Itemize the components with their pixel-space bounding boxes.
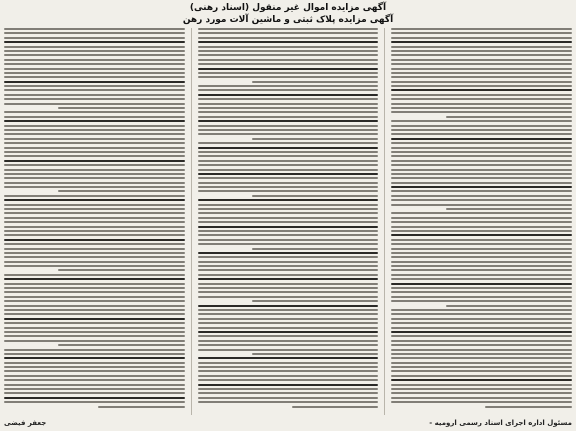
body-text-line — [391, 344, 572, 346]
body-text-line — [391, 379, 572, 381]
body-text-line — [198, 107, 379, 109]
body-text-line — [4, 28, 185, 30]
body-text-line — [198, 335, 379, 337]
body-text-line — [4, 362, 185, 364]
body-text-line — [198, 318, 379, 320]
body-text-line — [391, 217, 572, 219]
body-text-line — [391, 111, 572, 113]
body-text-line — [391, 357, 572, 359]
body-text-line — [98, 406, 185, 408]
body-text-line — [4, 173, 185, 175]
body-text-line — [198, 397, 379, 399]
body-text-line — [4, 375, 185, 377]
body-text-line — [198, 370, 379, 372]
body-text-line — [4, 305, 185, 307]
body-text-line — [198, 283, 379, 285]
body-text-line — [198, 111, 379, 113]
body-text-line — [391, 37, 572, 39]
body-text-line — [198, 129, 379, 131]
notice-title-line-1: آگهی مزایده اموال غیر منقول (اسناد رهنی) — [189, 3, 387, 13]
body-text-line — [198, 63, 379, 65]
body-text-line — [198, 182, 379, 184]
body-text-line — [4, 125, 185, 127]
body-text-line — [4, 309, 185, 311]
body-text-line — [391, 384, 572, 386]
body-text-line — [4, 120, 185, 122]
body-text-line — [391, 160, 572, 162]
body-text-line — [391, 269, 572, 271]
body-text-line — [198, 357, 379, 359]
body-text-line — [198, 291, 379, 293]
body-text-line — [391, 81, 572, 83]
body-text-line — [198, 243, 379, 245]
body-text-line — [198, 98, 379, 100]
body-text-line — [58, 344, 184, 346]
body-text-line — [198, 142, 379, 144]
body-text-line — [391, 397, 572, 399]
body-text-line — [4, 177, 185, 179]
body-text-line — [198, 151, 379, 153]
body-text-line — [391, 362, 572, 364]
body-text-line — [198, 28, 379, 30]
body-text-line — [391, 94, 572, 96]
body-text-line — [4, 291, 185, 293]
body-text-line — [391, 59, 572, 61]
body-text-line — [58, 190, 184, 192]
notice-body-columns — [4, 28, 572, 415]
body-text-line — [391, 349, 572, 351]
body-text-line — [391, 388, 572, 390]
body-text-line — [198, 164, 379, 166]
notice-title-line-2: آگهی مزایده پلاک ثبتی و ماشین آلات مورد رهن — [182, 15, 394, 25]
body-text-line — [391, 32, 572, 34]
body-text-line — [391, 278, 572, 280]
body-text-line — [391, 155, 572, 157]
body-text-line — [391, 256, 572, 258]
body-text-line — [485, 406, 572, 408]
body-text-line — [4, 85, 185, 87]
body-text-line — [198, 85, 379, 87]
column-divider — [191, 28, 192, 415]
body-text-line — [198, 340, 379, 342]
body-text-line — [391, 243, 572, 245]
body-text-line — [391, 401, 572, 403]
body-text-line — [4, 256, 185, 258]
body-text-line — [4, 142, 185, 144]
body-text-line — [391, 120, 572, 122]
body-text-line — [391, 182, 572, 184]
body-text-line — [198, 54, 379, 56]
body-text-line — [391, 322, 572, 324]
body-text-line — [198, 322, 379, 324]
body-text-line — [391, 331, 572, 333]
body-text-line — [4, 349, 185, 351]
body-text-line — [4, 151, 185, 153]
body-text-line — [198, 89, 379, 91]
body-text-line — [4, 186, 185, 188]
body-text-line — [4, 248, 185, 250]
body-text-line — [391, 287, 572, 289]
body-text-line — [292, 406, 379, 408]
body-text-line — [198, 392, 379, 394]
body-text-line — [4, 199, 185, 201]
body-text-line — [4, 366, 185, 368]
text-column-1 — [391, 28, 572, 415]
body-text-line — [391, 274, 572, 276]
body-text-line — [198, 384, 379, 386]
footer-office-text: مسئول اداره اجرای اسناد رسمی ارومیه - — [429, 419, 572, 427]
body-text-line — [4, 265, 185, 267]
body-text-line — [4, 208, 185, 210]
column-divider — [384, 28, 385, 415]
body-text-line — [391, 300, 572, 302]
text-column-3 — [4, 28, 185, 415]
body-text-line — [4, 133, 185, 135]
body-text-line — [391, 186, 572, 188]
body-text-line — [391, 340, 572, 342]
body-text-line — [446, 208, 572, 210]
body-text-line — [4, 397, 185, 399]
body-text-line — [198, 186, 379, 188]
body-text-line — [4, 230, 185, 232]
body-text-line — [391, 107, 572, 109]
body-text-line — [198, 68, 379, 70]
body-text-line — [4, 239, 185, 241]
body-text-line — [198, 261, 379, 263]
body-text-line — [4, 318, 185, 320]
body-text-line — [391, 327, 572, 329]
body-text-line — [391, 63, 572, 65]
body-text-line — [4, 160, 185, 162]
body-text-line — [391, 41, 572, 43]
body-text-line — [391, 226, 572, 228]
body-text-line — [391, 248, 572, 250]
footer-signature-name: جعفر فیضی — [4, 419, 47, 427]
body-text-line — [4, 164, 185, 166]
body-text-line — [391, 252, 572, 254]
body-text-line — [391, 309, 572, 311]
body-text-line — [4, 274, 185, 276]
body-text-line — [198, 204, 379, 206]
body-text-line — [391, 370, 572, 372]
body-text-line — [4, 182, 185, 184]
text-column-2 — [198, 28, 379, 415]
body-text-line — [198, 313, 379, 315]
body-text-line — [198, 274, 379, 276]
body-text-line — [198, 208, 379, 210]
body-text-line — [391, 265, 572, 267]
body-text-line — [198, 226, 379, 228]
body-text-line — [198, 133, 379, 135]
body-text-line — [391, 212, 572, 214]
body-text-line — [391, 296, 572, 298]
body-text-line — [391, 335, 572, 337]
body-text-line — [4, 103, 185, 105]
body-text-line — [4, 76, 185, 78]
body-text-line — [198, 401, 379, 403]
body-text-line — [391, 125, 572, 127]
body-text-line — [4, 50, 185, 52]
body-text-line — [198, 76, 379, 78]
body-text-line — [198, 388, 379, 390]
body-text-line — [391, 375, 572, 377]
body-text-line — [198, 199, 379, 201]
body-text-line — [198, 155, 379, 157]
body-text-line — [4, 155, 185, 157]
body-text-line — [198, 234, 379, 236]
body-text-line — [4, 111, 185, 113]
body-text-line — [391, 147, 572, 149]
body-text-line — [391, 28, 572, 30]
body-text-line — [198, 41, 379, 43]
body-text-line — [391, 85, 572, 87]
body-text-line — [4, 226, 185, 228]
body-text-line — [4, 94, 185, 96]
body-text-line — [391, 283, 572, 285]
body-text-line — [4, 401, 185, 403]
body-text-line — [391, 138, 572, 140]
body-text-line — [4, 68, 185, 70]
body-text-line — [198, 221, 379, 223]
notice-header — [0, 2, 576, 26]
body-text-line — [198, 217, 379, 219]
body-text-line — [198, 190, 379, 192]
body-text-line — [198, 327, 379, 329]
body-text-line — [391, 103, 572, 105]
body-text-line — [391, 199, 572, 201]
body-text-line — [391, 133, 572, 135]
body-text-line — [252, 248, 378, 250]
body-text-line — [4, 287, 185, 289]
body-text-line — [58, 107, 184, 109]
body-text-line — [391, 173, 572, 175]
body-text-line — [391, 72, 572, 74]
body-text-line — [391, 313, 572, 315]
body-text-line — [198, 269, 379, 271]
body-text-line — [4, 98, 185, 100]
body-text-line — [4, 384, 185, 386]
body-text-line — [446, 305, 572, 307]
body-text-line — [198, 116, 379, 118]
body-text-line — [4, 59, 185, 61]
body-text-line — [391, 54, 572, 56]
body-text-line — [4, 138, 185, 140]
body-text-line — [198, 305, 379, 307]
body-text-line — [4, 221, 185, 223]
body-text-line — [4, 243, 185, 245]
body-text-line — [4, 63, 185, 65]
body-text-line — [391, 291, 572, 293]
body-text-line — [4, 204, 185, 206]
body-text-line — [198, 37, 379, 39]
body-text-line — [4, 116, 185, 118]
body-text-line — [4, 37, 185, 39]
body-text-line — [4, 322, 185, 324]
body-text-line — [4, 283, 185, 285]
body-text-line — [198, 125, 379, 127]
body-text-line — [4, 46, 185, 48]
body-text-line — [391, 353, 572, 355]
body-text-line — [252, 300, 378, 302]
body-text-line — [391, 50, 572, 52]
body-text-line — [391, 204, 572, 206]
body-text-line — [198, 212, 379, 214]
notice-footer — [4, 417, 572, 429]
body-text-line — [198, 375, 379, 377]
body-text-line — [198, 366, 379, 368]
body-text-line — [198, 94, 379, 96]
body-text-line — [4, 300, 185, 302]
body-text-line — [198, 169, 379, 171]
body-text-line — [391, 98, 572, 100]
body-text-line — [391, 76, 572, 78]
body-text-line — [198, 46, 379, 48]
body-text-line — [4, 169, 185, 171]
body-text-line — [391, 151, 572, 153]
body-text-line — [198, 349, 379, 351]
body-text-line — [4, 129, 185, 131]
body-text-line — [391, 89, 572, 91]
body-text-line — [4, 32, 185, 34]
body-text-line — [4, 379, 185, 381]
body-text-line — [198, 256, 379, 258]
body-text-line — [4, 147, 185, 149]
body-text-line — [391, 230, 572, 232]
body-text-line — [198, 239, 379, 241]
body-text-line — [4, 252, 185, 254]
body-text-line — [58, 269, 184, 271]
body-text-line — [198, 265, 379, 267]
body-text-line — [198, 72, 379, 74]
body-text-line — [391, 169, 572, 171]
body-text-line — [198, 177, 379, 179]
body-text-line — [198, 362, 379, 364]
body-text-line — [198, 309, 379, 311]
body-text-line — [4, 313, 185, 315]
body-text-line — [391, 366, 572, 368]
body-text-line — [252, 138, 378, 140]
body-text-line — [198, 230, 379, 232]
body-text-line — [391, 190, 572, 192]
body-text-line — [4, 261, 185, 263]
body-text-line — [4, 81, 185, 83]
body-text-line — [198, 160, 379, 162]
body-text-line — [198, 379, 379, 381]
body-text-line — [4, 388, 185, 390]
body-text-line — [198, 278, 379, 280]
body-text-line — [391, 318, 572, 320]
body-text-line — [4, 72, 185, 74]
body-text-line — [198, 120, 379, 122]
body-text-line — [198, 287, 379, 289]
body-text-line — [391, 46, 572, 48]
body-text-line — [4, 41, 185, 43]
body-text-line — [4, 212, 185, 214]
body-text-line — [391, 234, 572, 236]
body-text-line — [391, 239, 572, 241]
body-text-line — [198, 344, 379, 346]
body-text-line — [4, 217, 185, 219]
body-text-line — [391, 195, 572, 197]
body-text-line — [4, 195, 185, 197]
body-text-line — [4, 234, 185, 236]
body-text-line — [198, 296, 379, 298]
body-text-line — [4, 335, 185, 337]
body-text-line — [4, 340, 185, 342]
body-text-line — [446, 116, 572, 118]
body-text-line — [198, 173, 379, 175]
body-text-line — [4, 357, 185, 359]
body-text-line — [198, 32, 379, 34]
body-text-line — [198, 50, 379, 52]
body-text-line — [198, 147, 379, 149]
body-text-line — [252, 81, 378, 83]
body-text-line — [391, 221, 572, 223]
body-text-line — [198, 103, 379, 105]
body-text-line — [4, 89, 185, 91]
body-text-line — [252, 195, 378, 197]
body-text-line — [391, 129, 572, 131]
body-text-line — [198, 252, 379, 254]
body-text-line — [4, 331, 185, 333]
body-text-line — [391, 164, 572, 166]
body-text-line — [198, 331, 379, 333]
body-text-line — [391, 142, 572, 144]
body-text-line — [391, 261, 572, 263]
body-text-line — [4, 54, 185, 56]
body-text-line — [391, 177, 572, 179]
body-text-line — [198, 59, 379, 61]
body-text-line — [4, 278, 185, 280]
body-text-line — [391, 68, 572, 70]
body-text-line — [4, 327, 185, 329]
body-text-line — [4, 392, 185, 394]
body-text-line — [4, 370, 185, 372]
body-text-line — [4, 296, 185, 298]
body-text-line — [4, 353, 185, 355]
body-text-line — [391, 392, 572, 394]
body-text-line — [252, 353, 378, 355]
